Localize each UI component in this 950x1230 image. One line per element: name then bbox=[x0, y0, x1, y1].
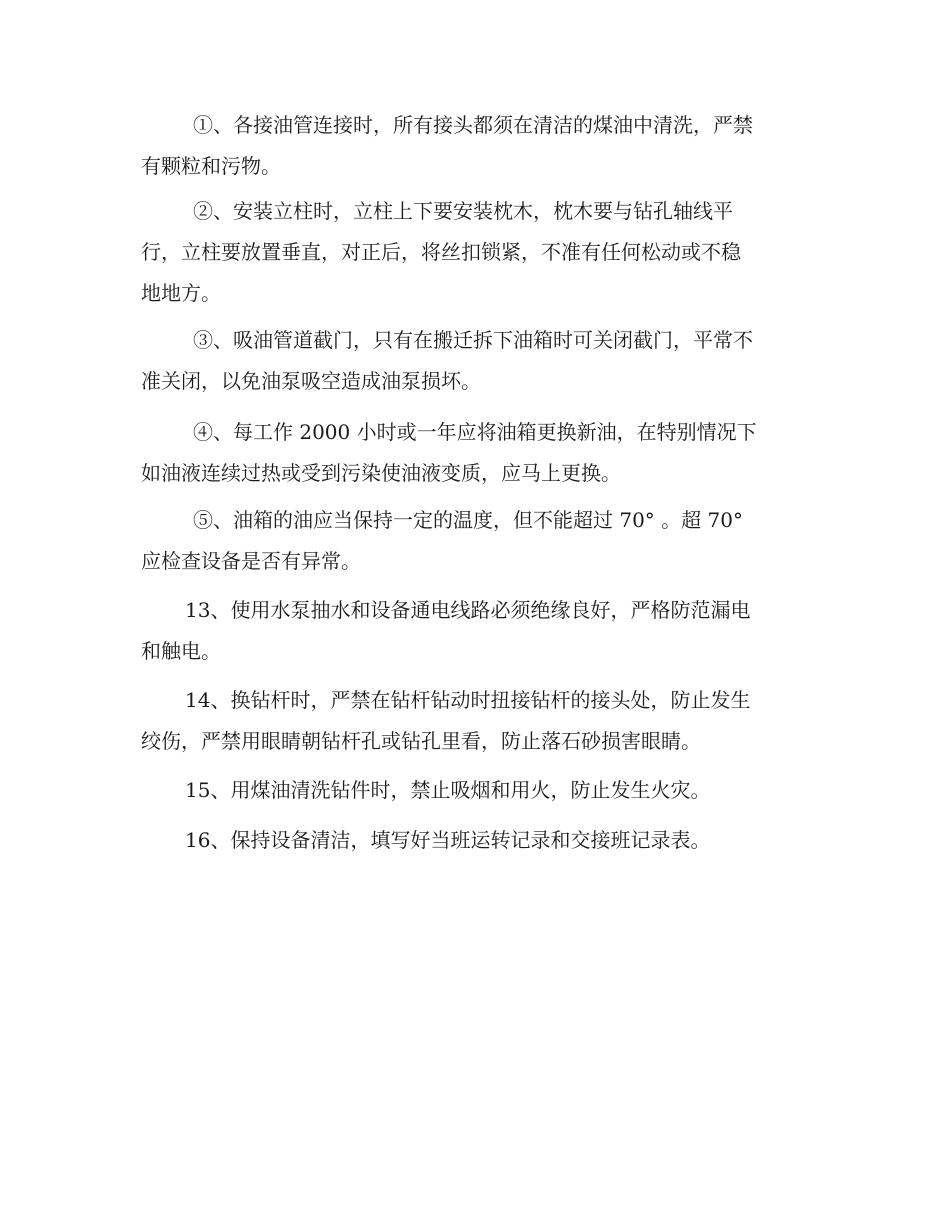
paragraph-line: ①、各接油管连接时，所有接头都须在清洁的煤油中清洗，严禁 bbox=[193, 113, 753, 137]
paragraph-item-1 bbox=[141, 105, 809, 187]
paragraph-item-4 bbox=[141, 412, 809, 494]
paragraph-line: 15、用煤油清洗钻件时，禁止吸烟和用火，防止发生火灾。 bbox=[185, 778, 711, 802]
paragraph-line: ③、吸油管道截门，只有在搬迁拆下油箱时可关闭截门，平常不 bbox=[193, 328, 753, 352]
paragraph-item-15 bbox=[141, 770, 809, 811]
paragraph-line: 14、换钻杆时，严禁在钻杆钻动时扭接钻杆的接头处，防止发生 bbox=[185, 688, 751, 712]
paragraph-item-2 bbox=[141, 191, 809, 314]
paragraph-line: 和触电。 bbox=[141, 639, 221, 663]
paragraph-line: 16、保持设备清洁，填写好当班运转记录和交接班记录表。 bbox=[185, 828, 711, 852]
paragraph-line: 准关闭，以免油泵吸空造成油泵损坏。 bbox=[141, 369, 481, 393]
paragraph-line: ②、安装立柱时，立柱上下要安装枕木，枕木要与钻孔轴线平 bbox=[193, 199, 733, 223]
paragraph-item-16 bbox=[141, 820, 809, 861]
paragraph-line: ⑤、油箱的油应当保持一定的温度，但不能超过 70° 。超 70° bbox=[193, 508, 743, 532]
paragraph-item-14 bbox=[141, 680, 809, 762]
paragraph-line: 地地方。 bbox=[141, 281, 221, 305]
paragraph-line: 绞伤，严禁用眼睛朝钻杆孔或钻孔里看，防止落石砂损害眼睛。 bbox=[141, 729, 701, 753]
paragraph-line: 应检查设备是否有异常。 bbox=[141, 549, 361, 573]
paragraph-item-3 bbox=[141, 320, 809, 402]
paragraph-line: 如油液连续过热或受到污染使油液变质，应马上更换。 bbox=[141, 461, 621, 485]
paragraph-item-13 bbox=[141, 590, 809, 672]
paragraph-line: 有颗粒和污物。 bbox=[141, 154, 281, 178]
paragraph-line: 行，立柱要放置垂直，对正后，将丝扣锁紧，不准有任何松动或不稳 bbox=[141, 240, 741, 264]
paragraph-line: ④、每工作 2000 小时或一年应将油箱更换新油，在特别情况下 bbox=[193, 420, 757, 444]
paragraph-item-5 bbox=[141, 500, 809, 582]
paragraph-line: 13、使用水泵抽水和设备通电线路必须绝缘良好，严格防范漏电 bbox=[185, 598, 751, 622]
